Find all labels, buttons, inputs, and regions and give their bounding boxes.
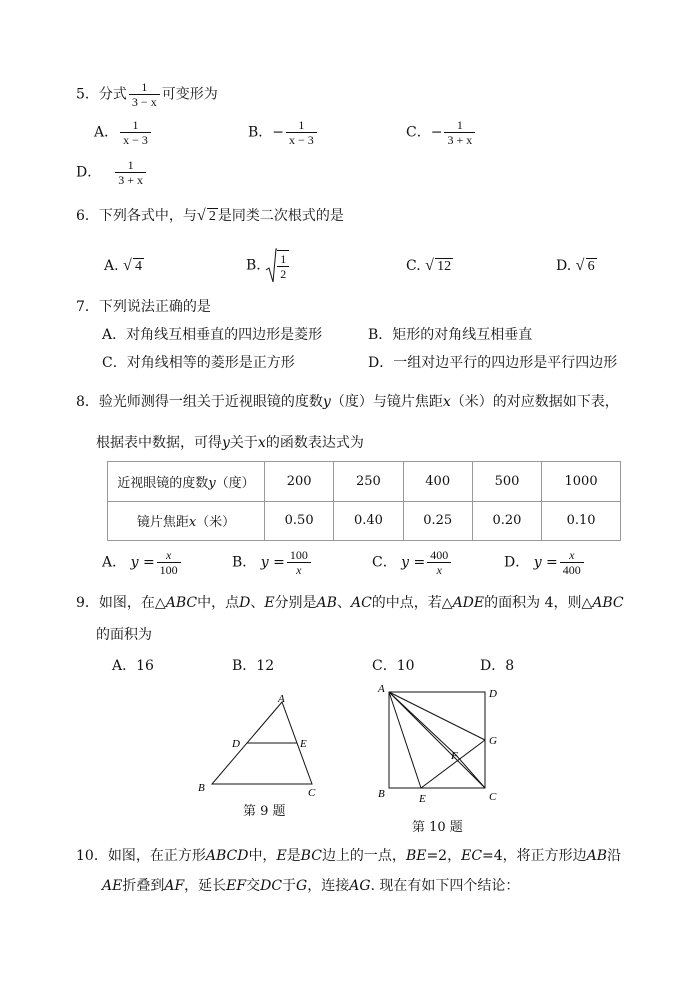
q6-stem: 6．下列各式中，与 √ 2 是同类二次根式的是 — [76, 207, 344, 224]
label-f: F — [451, 750, 458, 762]
q6-option-b: B. $\frac{1}{2}$ — [246, 250, 289, 281]
segment-eg — [421, 740, 485, 788]
q7-option-c: C．对角线相等的菱形是正方形 — [102, 355, 295, 371]
q9-option-d: D．8 — [480, 658, 515, 674]
segment-fc — [456, 755, 485, 788]
q8-option-a: A． y = $\frac{x}{100}$ — [102, 548, 183, 577]
q9-option-b: B．12 — [232, 658, 275, 674]
figure-9-triangle — [190, 690, 330, 802]
table-row: 近视眼镜的度数y（度） 200 250 400 500 1000 — [108, 462, 621, 502]
q5-fraction: $\frac{1}{3 - x}$ — [129, 80, 160, 109]
label-d: D — [489, 688, 497, 700]
figure-9-caption: 第 9 题 — [243, 804, 286, 819]
label-e: E — [419, 793, 426, 805]
q9-option-a: A．16 — [112, 658, 154, 674]
q7-option-b: B．矩形的对角线互相垂直 — [368, 327, 533, 343]
label-d: D — [232, 738, 240, 750]
label-b: B — [378, 788, 385, 800]
q10-stem-line2: AE折叠到AF，延长EF交DC于G，连接AG. 现在有如下四个结论： — [102, 878, 520, 894]
label-g: G — [489, 735, 497, 747]
q6-option-d: D. √ 6 — [556, 257, 595, 274]
figure-10-square — [376, 683, 504, 805]
label-c: C — [489, 791, 497, 803]
table-row: 镜片焦距x（米） 0.50 0.40 0.25 0.20 0.10 — [108, 501, 621, 541]
q5-option-a: A． $\frac{1}{x - 3}$ — [94, 118, 153, 147]
label-b: B — [198, 782, 205, 794]
q7-option-d: D．一组对边平行的四边形是平行四边形 — [368, 355, 618, 371]
q7-option-a: A．对角线互相垂直的四边形是菱形 — [102, 327, 323, 343]
q5-option-b: B．− $\frac{1}{x - 3}$ — [248, 118, 319, 147]
q6-sqrt: √ 2 — [196, 207, 216, 224]
q8-stem-line2: 根据表中数据，可得y关于x的函数表达式为 — [96, 435, 364, 451]
segment-ag — [389, 692, 485, 740]
q6-option-c: C. √ 12 — [406, 257, 452, 274]
label-e: E — [300, 738, 307, 750]
label-c: C — [308, 787, 316, 799]
q8-stem-line1: 8．验光师测得一组关于近视眼镜的度数y（度）与镜片焦距x（米）的对应数据如下表， — [76, 394, 619, 410]
q9-option-c: C．10 — [372, 658, 415, 674]
q9-stem-line1: 9．如图，在△ABC中，点D、E分别是AB、AC的中点，若△ADE的面积为 4，则△ABC — [76, 595, 624, 611]
segment-ac — [389, 692, 485, 788]
label-a: A — [278, 693, 285, 705]
q5-option-c: C．− $\frac{1}{3 + x}$ — [406, 118, 477, 147]
q8-option-c: C． y = $\frac{400}{x}$ — [372, 548, 453, 577]
q9-stem-line2: 的面积为 — [96, 627, 152, 643]
figure-10-caption: 第 10 题 — [412, 820, 463, 835]
q6-option-a: A. √ 4 — [104, 257, 143, 274]
q8-data-table — [107, 461, 621, 541]
q7-stem: 7．下列说法正确的是 — [76, 299, 211, 315]
q8-option-d: D． y = $\frac{x}{400}$ — [504, 548, 586, 577]
label-a: A — [378, 683, 385, 695]
q5-stem: 5．分式 $\frac{1}{3 - x}$ 可变形为 — [76, 80, 218, 109]
q5-option-d: D． $\frac{1}{3 + x}$ — [76, 158, 148, 187]
q8-option-b: B． y = $\frac{100}{x}$ — [232, 548, 313, 577]
q10-stem-line1: 10．如图，在正方形ABCD中，E是BC边上的一点，BE=2，EC=4，将正方形边AB沿 — [76, 848, 622, 864]
radical-sign — [265, 248, 277, 284]
